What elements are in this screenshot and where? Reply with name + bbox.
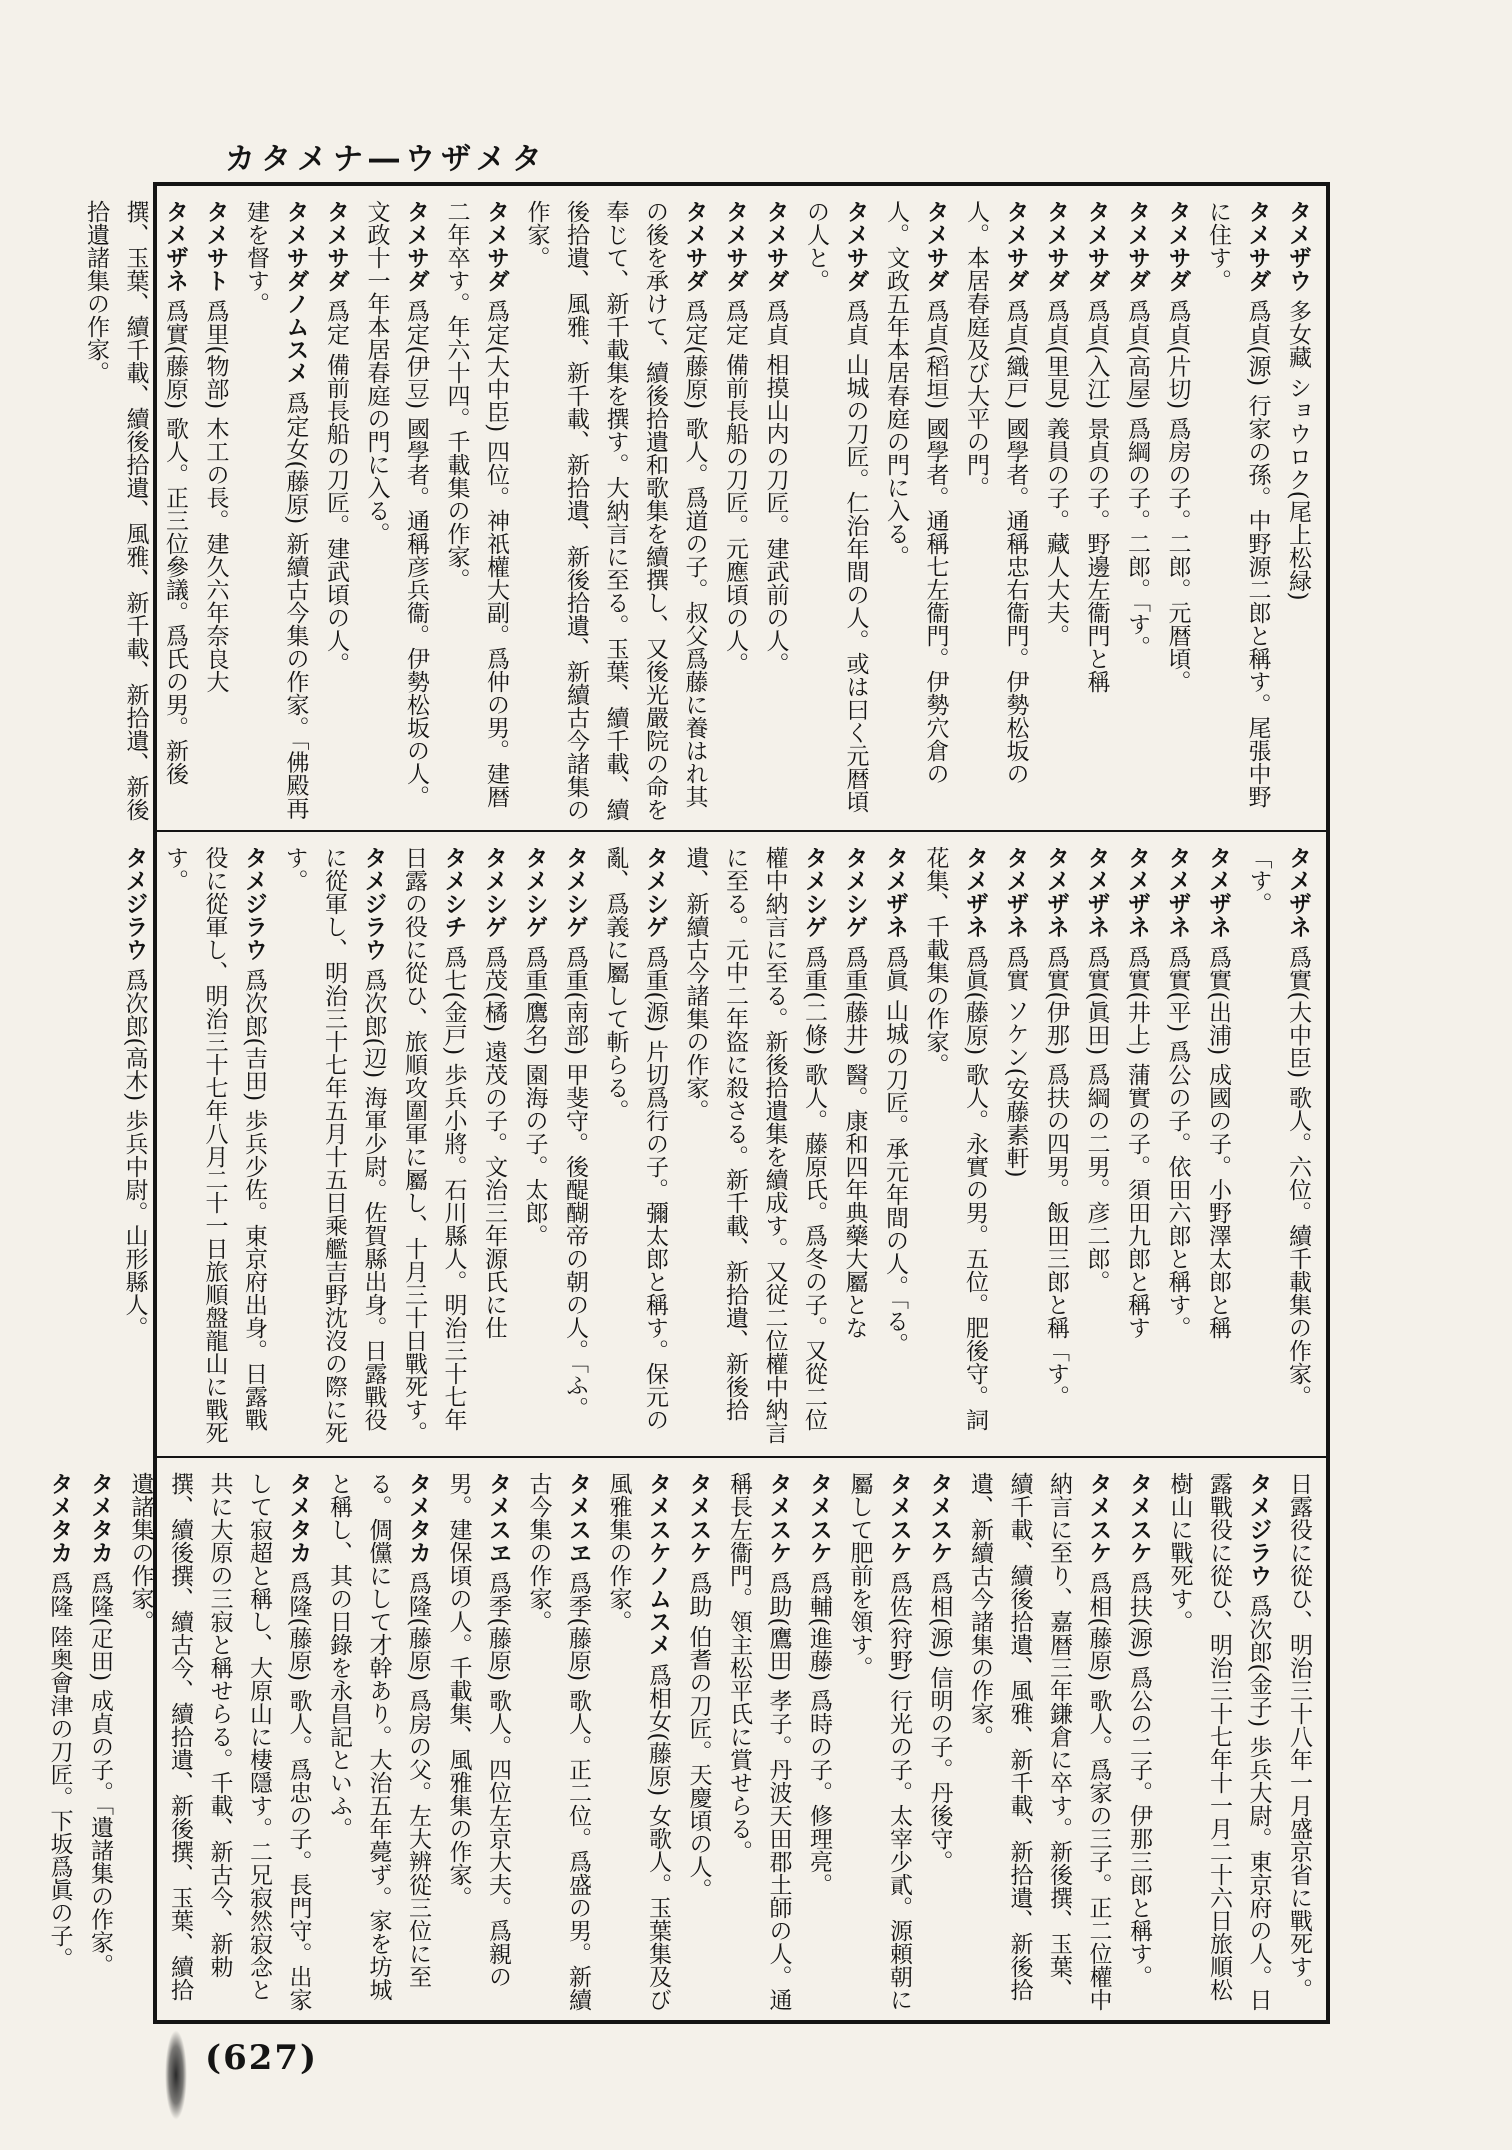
entry-reading: タメスケ <box>926 1472 954 1564</box>
dictionary-entry <box>719 1472 799 2012</box>
entry-text: 爲次郎(金子) 歩兵大尉。東京府の人。日露戰役に從ひ、明治三十七年十一月二十六日旅順松樹山に戰死す。 <box>1166 1472 1272 2011</box>
dictionary-entry <box>356 200 436 822</box>
entry-reading: タメサダ <box>1164 200 1192 292</box>
entry-text: 爲隆(藤原) 爲房の父。左大辨從三位に至る。倜儻にして才幹あり。大治五年薨ず。家を坊城と稱し、其の日錄を永昌記といふ。 <box>326 1472 431 2001</box>
dictionary-entry <box>274 846 394 1448</box>
dictionary-entry <box>436 200 516 822</box>
entry-reading: タメジラウ <box>121 846 149 961</box>
entry-text: 爲貞(織戸) 國學者。通稱忠右衞門。伊勢松坂の人。本居春庭及び大平の門。 <box>963 200 1029 785</box>
entry-text: 爲貞(里見) 義員の子。藏人大夫。 <box>1043 299 1069 647</box>
entry-reading: タメサダ <box>483 200 510 292</box>
dictionary-entry <box>796 200 876 822</box>
entry-reading: タメタカ <box>46 1472 74 1564</box>
entry-reading: タメザネ <box>882 846 909 938</box>
dictionary-entry <box>995 846 1036 1448</box>
entry-text: 爲重(藤井) 醫。康和四年典藥大屬とな <box>841 945 868 1339</box>
entry-reading: タメジラウ <box>1245 1472 1273 1587</box>
entry-text: 爲實(眞田) 爲綱の二男。彦二郎。 <box>1083 945 1110 1293</box>
entry-reading: タメシゲ <box>841 846 869 938</box>
ink-blot <box>165 2030 187 2120</box>
entry-text: 爲季(藤原) 歌人。正二位。爲盛の男。新續古今集の作家。 <box>525 1472 591 2011</box>
entry-text: 日露役に從ひ、明治三十八年一月盛京省に戰死す。 <box>1286 1472 1312 2001</box>
entry-text: 爲眞 山城の刀匠。承元年間の人。「る。 <box>882 945 908 1356</box>
dictionary-entry <box>1119 1472 1160 2012</box>
entry-reading: タメサダノムスメ <box>282 200 310 384</box>
dictionary-entry <box>394 846 474 1448</box>
entry-text: 爲定(藤原) 歌人。爲道の子。叔父爲藤に養はれ其の後を承けて、續後拾遺和歌集を續撰し、又後光嚴院の命を奉じて、新千載集を撰す。大納言に至る。玉葉、續千載、續後拾遺、風雅、新千載、新拾遺、新後拾遺、新續古今諸集の作家。 <box>523 200 708 821</box>
page-frame <box>46 182 1330 2024</box>
dictionary-entry <box>839 1472 919 2012</box>
dictionary-entry <box>236 200 316 822</box>
entry-text: 爲定(伊豆) 國學者。通稱彦兵衞。伊勢松坂の人。文政十一年本居春庭の門に入る。 <box>363 200 429 808</box>
entry-reading: タメサダ <box>681 200 709 292</box>
entry-reading: タメスケ <box>685 1472 713 1564</box>
dictionary-entry <box>834 846 875 1448</box>
entry-reading: タメスケ <box>806 1472 833 1564</box>
entry-reading: タメザネ <box>162 200 189 292</box>
entry-reading: タメザウ <box>1285 200 1312 292</box>
entry-text: 爲實(出浦) 成國の子。小野澤太郎と稱 <box>1205 945 1231 1339</box>
dictionary-entry <box>1076 846 1117 1448</box>
dictionary-entry <box>598 1472 678 2012</box>
entry-text: 爲次郎(高木) 歩兵中尉。山形縣人。 <box>121 968 148 1339</box>
dictionary-entry <box>678 1472 719 2012</box>
entry-text: 爲重(二條) 歌人。藤原氏。爲冬の子。又從二位權中納言に至る。新後拾遺集を續成す。又従二位權中納言に至る。元中二年盜に殺さる。新千載、新拾遺、新後拾遺、新續古今諸集の作家。 <box>682 846 827 1444</box>
entry-text: 爲貞 相摸山内の刀匠。建武前の人。 <box>762 299 789 675</box>
entry-reading: タメタカ <box>87 1472 114 1564</box>
entry-reading: タメザネ <box>1043 846 1070 938</box>
dictionary-entry <box>1279 1472 1319 2012</box>
entry-text: 爲定(大中臣) 四位。神祇權大副。爲仲の男。建暦二年卒す。年六十四。千載集の作家。 <box>443 200 509 808</box>
dictionary-entry <box>1198 846 1239 1448</box>
dictionary-entry <box>80 1472 121 2012</box>
entry-reading: タメスケ <box>1126 1472 1153 1564</box>
entry-text: 爲隆 陸奥會津の刀匠。下坂爲眞の子。 <box>46 1571 73 1970</box>
dictionary-entry <box>715 200 756 822</box>
entry-text: 爲實 ソケン(安藤素軒) <box>1002 945 1029 1178</box>
entry-reading: タメザネ <box>1285 846 1312 938</box>
entry-reading: タメサダ <box>1083 200 1111 292</box>
entry-text: 爲隆(藤原) 歌人。爲忠の子。長門守。出家して寂超と稱し、大原山に棲隱す。二兄寂然寂念と共に大原の三寂と稱せらる。千載、新古今、新勅撰、續後撰、續古今、續拾遺、新後撰、玉葉、續拾遺諸集の作家。 <box>127 1472 312 2011</box>
entry-reading: タメサダ <box>1043 200 1070 292</box>
entry-reading: タメタカ <box>405 1472 432 1564</box>
entry-reading: タメザネ <box>1124 846 1151 938</box>
dictionary-entry <box>1159 1472 1279 2012</box>
dictionary-entry <box>956 200 1036 822</box>
dictionary-entry <box>114 846 155 1448</box>
entry-text: 爲貞(源) 行家の孫。中野源二郎と稱す。尾張中野に住す。 <box>1205 200 1271 808</box>
entry-text: 爲次郎(吉田) 歩兵少佐。東京府出身。日露戰役に從軍し、明治三十七年八月二十一日旅順盤龍山に戰死す。 <box>162 846 267 1444</box>
entry-text: 爲相女(藤原) 女歌人。玉葉集及び風雅集の作家。 <box>605 1472 671 2011</box>
entry-reading: タメサダ <box>1002 200 1030 292</box>
dictionary-entry <box>474 846 515 1448</box>
entry-reading: タメサダ <box>722 200 749 292</box>
entry-reading: タメザネ <box>1205 846 1232 938</box>
middle-tier-text <box>121 832 1318 1456</box>
entry-text: 爲實(井上) 蒲實の子。須田九郎と稱す <box>1124 945 1150 1339</box>
entry-text: 爲貞(片切) 爲房の子。二郎。元暦頃。 <box>1164 299 1191 693</box>
entry-reading: タメシゲ <box>562 846 589 938</box>
dictionary-entry <box>155 846 275 1448</box>
dictionary-entry <box>316 200 357 822</box>
entry-reading: タメスヱ <box>485 1472 512 1564</box>
entry-text: 爲貞(入江) 景貞の子。野邊左衞門と稱 <box>1083 299 1110 693</box>
running-head: カタメナ―ウザメタ <box>225 142 548 177</box>
dictionary-entry <box>514 846 555 1448</box>
entry-text: 爲佐(狩野) 行光の子。太宰少貳。源頼朝に屬して肥前を領す。 <box>846 1472 912 2011</box>
entry-reading: タメスケノムスメ <box>645 1472 672 1656</box>
entry-text: 爲輔(進藤) 爲時の子。修理亮。 <box>806 1571 832 1896</box>
dictionary-entry <box>675 846 834 1448</box>
entry-text: 爲隆(疋田) 成貞の子。「遺諸集の作家。 <box>87 1571 113 1977</box>
entry-reading: タメサダ <box>1244 200 1272 292</box>
dictionary-entry <box>595 846 675 1448</box>
entry-text: 爲眞(藤原) 歌人。永實の男。五位。肥後守。詞花集、千載集の作家。 <box>922 846 988 1431</box>
entry-text: 爲重(南部) 甲斐守。後醍醐帝の朝の人。「ふ。 <box>562 945 588 1420</box>
upper-tier-text <box>83 186 1318 830</box>
entry-reading: タメシゲ <box>642 846 669 938</box>
entry-text: 爲定 備前長船の刀匠。建武頃の人。 <box>323 299 349 675</box>
dictionary-entry <box>1036 200 1077 822</box>
entry-reading: タメシチ <box>440 846 468 938</box>
dictionary-entry <box>919 1472 960 2012</box>
entry-reading: タメザネ <box>1164 846 1192 938</box>
dictionary-entry <box>755 200 796 822</box>
entry-text: 爲里(物部) 木工の長。建久六年奈良大 <box>202 299 229 693</box>
entry-reading: タメシゲ <box>801 846 828 938</box>
entry-reading: タメザネ <box>1002 846 1030 938</box>
entry-reading: タメサダ <box>1124 200 1151 292</box>
dictionary-entry <box>1117 200 1158 822</box>
dictionary-entry <box>1076 200 1117 822</box>
dictionary-entry <box>799 1472 840 2012</box>
page-number: (627) <box>205 2038 319 2078</box>
entry-reading: タメサダ <box>842 200 870 292</box>
entry-text: 爲實(藤原) 歌人。正三位參議。爲氏の男。新後撰、玉葉、續千載、續後拾遺、風雅、新千載、新拾遺、新後拾遺諸集の作家。 <box>83 200 188 821</box>
entry-text: 爲次郎(辺) 海軍少尉。佐賀縣出身。日露戰役に從軍し、明治三十七年五月十五日乘艦吉野沈沒の際に死す。 <box>281 846 387 1444</box>
entry-reading: タメシゲ <box>481 846 508 938</box>
entry-reading: タメサダ <box>323 200 350 292</box>
upper-tier <box>83 186 1326 832</box>
dictionary-entry <box>39 1472 80 2012</box>
dictionary-entry <box>1198 200 1278 822</box>
entry-reading: タメタカ <box>285 1472 313 1564</box>
entry-text: 爲季(藤原) 歌人。四位左京大夫。爲親の男。建保頃の人。千載集、風雅集の作家。 <box>445 1472 511 1988</box>
entry-reading: タメスケ <box>1085 1472 1113 1564</box>
entry-text: 爲相(藤原) 歌人。爲家の三子。正二位權中納言に至り、嘉暦三年鎌倉に卒す。新後撰、玉葉、續千載、續後拾遺、風雅、新千載、新拾遺、新後拾遺、新續古今諸集の作家。 <box>967 1472 1112 2011</box>
dictionary-entry <box>960 1472 1119 2012</box>
entry-reading: タメザネ <box>962 846 989 938</box>
dictionary-entry <box>76 200 196 822</box>
dictionary-entry <box>438 1472 518 2012</box>
dictionary-entry <box>1117 846 1158 1448</box>
entry-text: 爲扶(源) 爲公の二子。伊那三郎と稱す。 <box>1126 1571 1152 1988</box>
middle-tier <box>121 832 1326 1458</box>
entry-text: 爲相(源) 信明の子。丹後守。 <box>926 1571 953 1873</box>
entry-text: 爲實(平) 爲公の子。依田六郎と稱す。 <box>1164 945 1191 1339</box>
dictionary-entry <box>518 1472 598 2012</box>
entry-text: 爲定 備前長船の刀匠。元應頃の人。 <box>722 299 748 675</box>
dictionary-entry <box>1157 200 1198 822</box>
entry-text: 爲助(鷹田) 孝子。丹波天田郡土師の人。通稱長左衞門。領主松平氏に賞せらる。 <box>726 1472 792 2011</box>
entry-reading: タメサト <box>202 200 230 292</box>
entry-text: 爲貞(稻垣) 國學者。通稱七左衞門。伊勢穴倉の人。文政五年本居春庭の門に入る。 <box>883 200 949 785</box>
dictionary-entry <box>555 846 596 1448</box>
lower-tier <box>46 1458 1326 2020</box>
entry-text: 爲實(大中臣) 歌人。六位。續千載集の作家。「す。 <box>1245 846 1311 1408</box>
entry-text: 爲七(金戸) 歩兵小將。石川縣人。明治三十七年日露の役に從ひ、旅順攻圍軍に屬し、十月三十日戰死す。 <box>401 846 467 1444</box>
entry-text: 爲重(鷹名) 園海の子。太郎。 <box>521 945 548 1247</box>
entry-text: 爲助 伯耆の刀匠。天慶頃の人。 <box>685 1571 712 1901</box>
dictionary-entry <box>319 1472 439 2012</box>
entry-reading: タメジラウ <box>360 846 388 961</box>
entry-text: 爲貞(高屋) 爲綱の子。二郎。「す。 <box>1124 299 1150 659</box>
entry-text: 爲定女(藤原) 新續古今集の作家。「佛殿再建を督す。 <box>243 200 309 820</box>
dictionary-entry <box>875 846 916 1448</box>
entry-text: 爲重(源) 片切爲行の子。彌太郎と稱す。保元の亂、爲義に屬して斬らる。 <box>602 846 668 1431</box>
entry-text: 多女藏 ショウロク(尾上松緑) <box>1285 299 1311 601</box>
dictionary-entry <box>915 846 995 1448</box>
lower-tier-text <box>46 1458 1318 2020</box>
entry-reading: タメサダ <box>762 200 790 292</box>
entry-reading: タメシゲ <box>521 846 549 938</box>
entry-reading: タメスケ <box>886 1472 913 1564</box>
dictionary-entry <box>1036 846 1077 1448</box>
entry-reading: タメスケ <box>765 1472 793 1564</box>
entry-text: 爲實(伊那) 爲扶の四男。飯田三郎と稱「す。 <box>1043 945 1069 1408</box>
dictionary-entry <box>120 1472 319 2012</box>
entry-reading: タメザネ <box>1083 846 1111 938</box>
entry-text: 爲貞 山城の刀匠。仁治年間の人。或は曰く元暦頃の人と。 <box>803 200 869 813</box>
dictionary-entry <box>1238 846 1318 1448</box>
entry-reading: タメサダ <box>403 200 430 292</box>
dictionary-entry <box>1278 200 1319 822</box>
entry-reading: タメジラウ <box>241 846 268 961</box>
dictionary-entry <box>195 200 236 822</box>
entry-reading: タメサダ <box>922 200 950 292</box>
dictionary-entry <box>1157 846 1198 1448</box>
entry-reading: タメスヱ <box>565 1472 592 1564</box>
entry-text: 爲茂(橘) 遠茂の子。文治三年源氏に仕 <box>481 945 507 1339</box>
dictionary-entry <box>876 200 956 822</box>
dictionary-entry <box>516 200 715 822</box>
